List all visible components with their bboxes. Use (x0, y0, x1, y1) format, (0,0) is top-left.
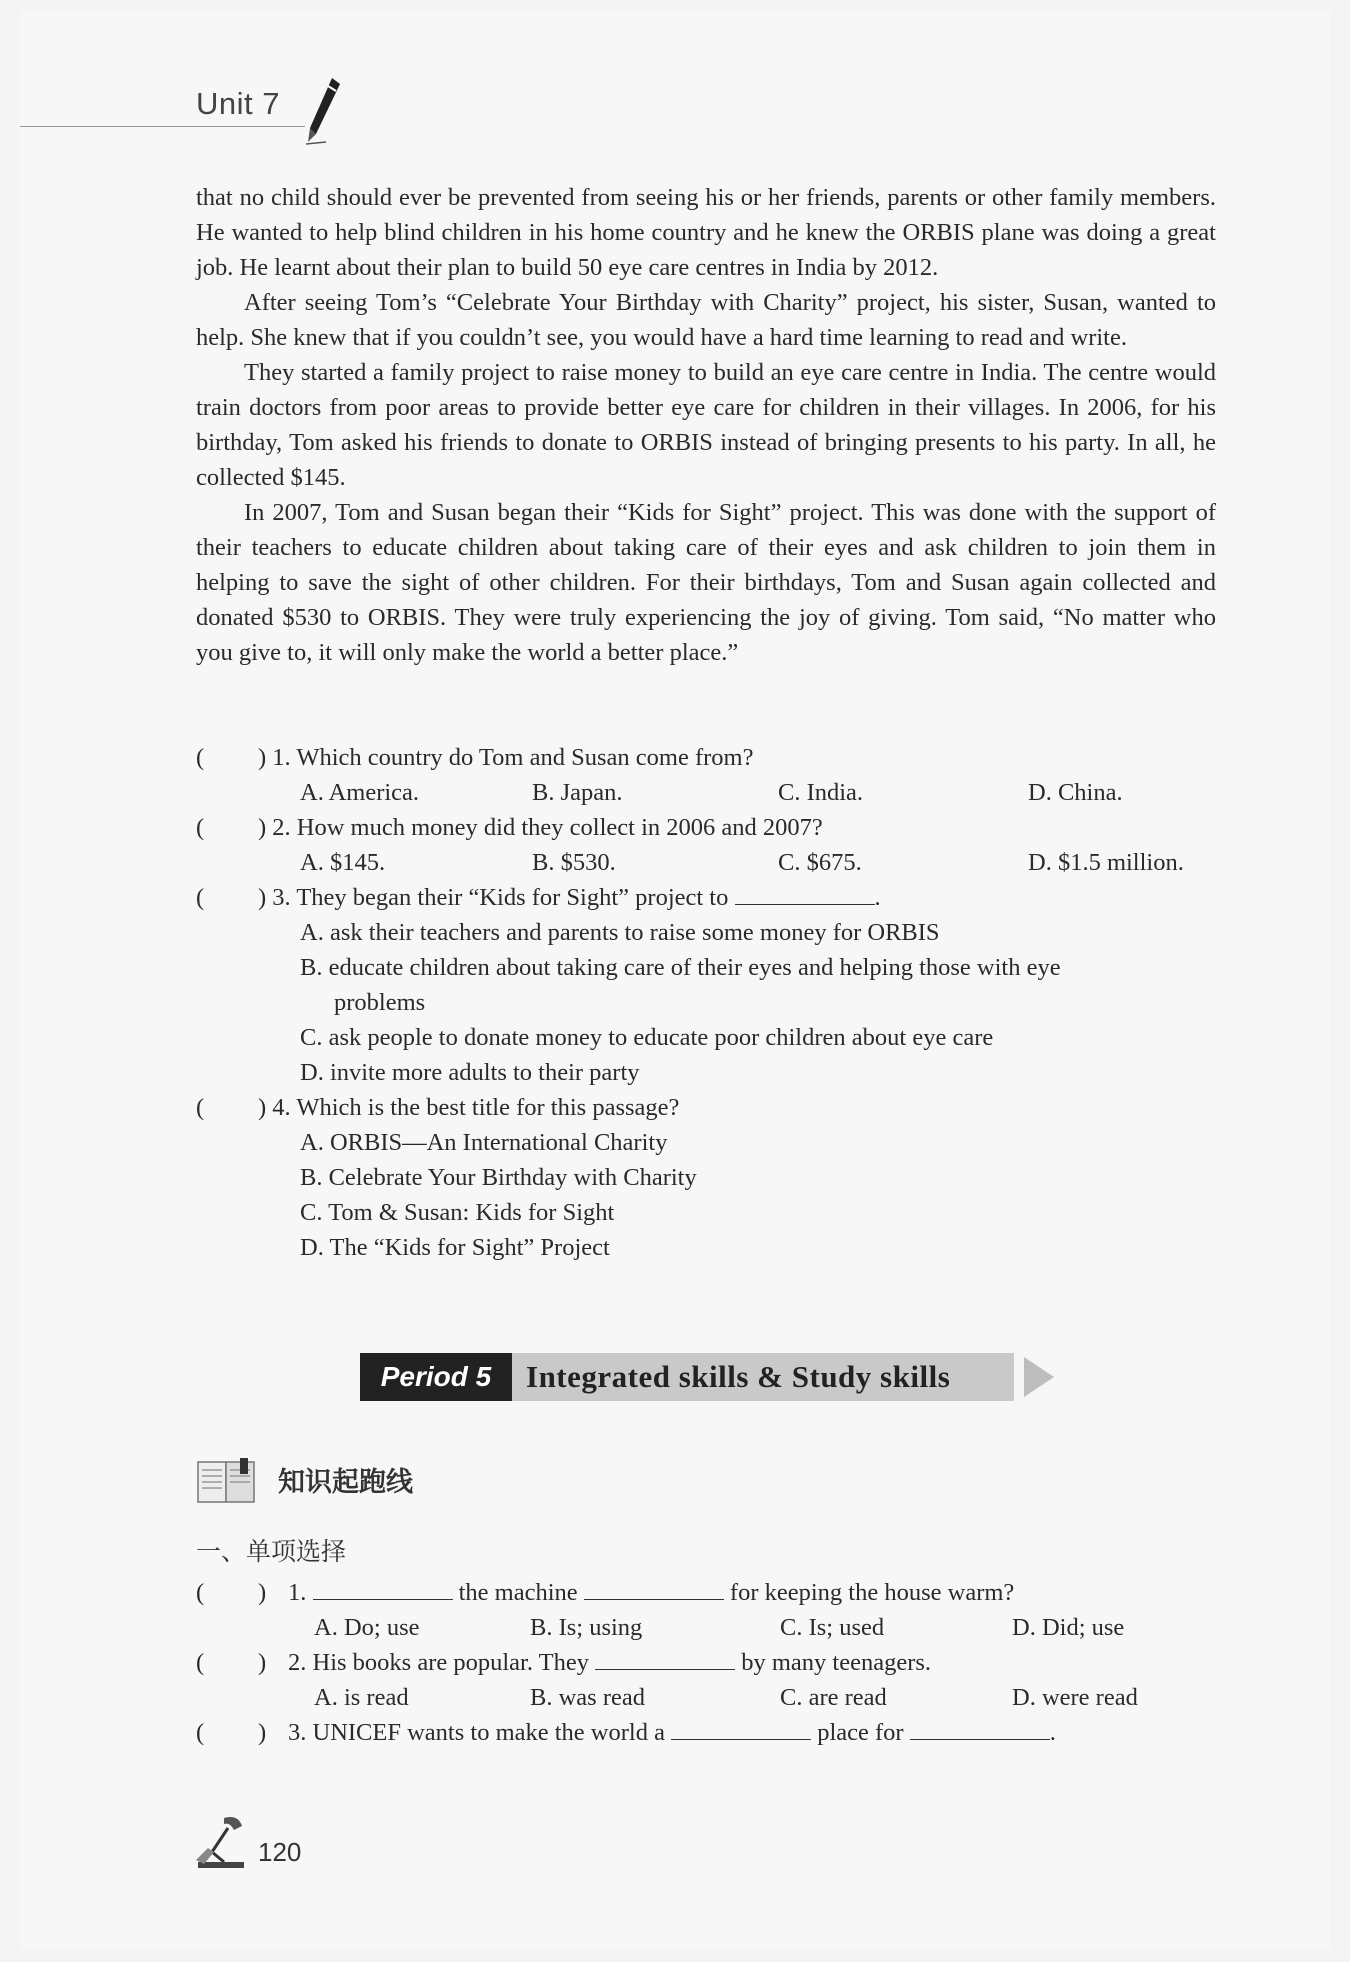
question-number: 1. (288, 1579, 307, 1606)
period-title: Integrated skills & Study skills (512, 1353, 1014, 1401)
unit-header (196, 86, 280, 122)
header-rule (20, 126, 305, 127)
option-line (196, 1230, 1216, 1265)
option[interactable]: C. are read (780, 1684, 887, 1711)
answer-paren[interactable]: ( (196, 884, 205, 911)
option-line (196, 1125, 1216, 1160)
answer-blank[interactable] (671, 1715, 811, 1740)
reading-passage (196, 180, 1216, 670)
mc-question-1: ( ) 1. the machine for keeping the house warm? (196, 1575, 1216, 1610)
arrow-right-icon (1024, 1357, 1054, 1397)
answer-paren[interactable]: ( (196, 1649, 205, 1676)
multiple-choice (196, 1575, 1216, 1750)
option[interactable]: D. invite more adults to their party (300, 1059, 640, 1086)
subsection-title: 一、单项选择 (196, 1537, 347, 1566)
question-text: place for (817, 1719, 904, 1746)
question-stem: ) 2. How much money did they collect in 2006 and 2007? (258, 814, 823, 841)
option[interactable]: B. Japan. (532, 779, 623, 806)
option[interactable]: B. Celebrate Your Birthday with Charity (300, 1164, 697, 1191)
desk-lamp-icon (194, 1812, 250, 1870)
unit-title: Unit 7 (196, 86, 280, 121)
book-icon (196, 1456, 258, 1506)
passage-paragraph: After seeing Tom’s “Celebrate Your Birthday with Charity” project, his sister, Susan, wanted to help. She knew that if you couldn’t see, you would have a hard time learning to read and write. (196, 289, 1216, 351)
answer-blank[interactable] (584, 1575, 724, 1600)
question-text: the machine (458, 1579, 578, 1606)
answer-paren[interactable]: ( (196, 744, 205, 771)
mc-question-2: ( ) 2. His books are popular. They by many teenagers. (196, 1645, 1216, 1680)
options-row (196, 845, 1216, 880)
option-line (196, 1020, 1216, 1055)
option[interactable]: C. ask people to donate money to educate poor children about eye care (300, 1024, 994, 1051)
option[interactable]: A. Do; use (314, 1614, 420, 1641)
question-text: UNICEF wants to make the world a (312, 1719, 665, 1746)
answer-blank[interactable] (595, 1645, 735, 1670)
option[interactable]: C. India. (778, 779, 864, 806)
option[interactable]: B. Is; using (530, 1614, 643, 1641)
option[interactable]: C. Is; used (780, 1614, 885, 1641)
passage-paragraph: that no child should ever be prevented from seeing his or her friends, parents or other family members. He wanted to help blind children in his home country and he knew the ORBIS plane was doing a great job. He learnt about their plan to build 50 eye care centres in India by 2012. (196, 184, 1216, 281)
pen-icon (302, 76, 344, 146)
option[interactable]: D. China. (1028, 779, 1123, 806)
section-title: 知识起跑线 (278, 1467, 413, 1498)
question-stem: ) 1. Which country do Tom and Susan come from? (258, 744, 754, 771)
period-banner (360, 1353, 1060, 1401)
option-continuation: problems (334, 989, 426, 1016)
option-line (196, 1055, 1216, 1090)
option-line (196, 950, 1216, 985)
options-row (196, 775, 1216, 810)
options-row (196, 1610, 1216, 1645)
option[interactable]: A. America. (300, 779, 420, 806)
option[interactable]: C. Tom & Susan: Kids for Sight (300, 1199, 615, 1226)
question-3: ( ) 3. They began their “Kids for Sight” project to . (196, 880, 1216, 915)
question-4 (196, 1090, 1216, 1125)
option[interactable]: B. was read (530, 1684, 645, 1711)
question-text: by many teenagers. (741, 1649, 932, 1676)
options-row (196, 1680, 1216, 1715)
option-line (196, 985, 1216, 1020)
option[interactable]: A. $145. (300, 849, 386, 876)
question-2 (196, 810, 1216, 845)
answer-paren[interactable]: ( (196, 1719, 205, 1746)
option[interactable]: A. ORBIS—An International Charity (300, 1129, 668, 1156)
mc-question-3: ( ) 3. UNICEF wants to make the world a place for . (196, 1715, 1216, 1750)
question-1 (196, 740, 1216, 775)
reading-questions (196, 740, 1216, 1265)
option[interactable]: D. $1.5 million. (1028, 849, 1184, 876)
question-stem: ) 3. They began their “Kids for Sight” project to (258, 884, 729, 911)
answer-blank[interactable] (735, 880, 875, 905)
option[interactable]: D. were read (1012, 1684, 1138, 1711)
option-line (196, 1160, 1216, 1195)
question-stem: ) 4. Which is the best title for this passage? (258, 1094, 680, 1121)
passage-paragraph: They started a family project to raise money to build an eye care centre in India. The centre would train doctors from poor areas to provide better eye care for children in their villages. In 2006, for his birthday, Tom asked his friends to donate to ORBIS instead of bringing presents to his party. In all, he collected $145. (196, 359, 1216, 491)
question-text: for keeping the house warm? (729, 1579, 1015, 1606)
answer-blank[interactable] (313, 1575, 453, 1600)
question-number: 3. (288, 1719, 307, 1746)
option[interactable]: D. The “Kids for Sight” Project (300, 1234, 610, 1261)
question-number: 2. (288, 1649, 307, 1676)
question-text: His books are popular. They (312, 1649, 589, 1676)
period-label: Period 5 (360, 1353, 512, 1401)
option[interactable]: A. ask their teachers and parents to raise some money for ORBIS (300, 919, 940, 946)
answer-blank[interactable] (910, 1715, 1050, 1740)
option[interactable]: B. $530. (532, 849, 616, 876)
option[interactable]: D. Did; use (1012, 1614, 1125, 1641)
option[interactable]: B. educate children about taking care of their eyes and helping those with eye (300, 954, 1061, 981)
answer-paren[interactable]: ( (196, 1094, 205, 1121)
option[interactable]: C. $675. (778, 849, 862, 876)
passage-paragraph: In 2007, Tom and Susan began their “Kids for Sight” project. This was done with the support of their teachers to educate children about taking care of their eyes and ask children to join them in helping to save the sight of other children. For their birthdays, Tom and Susan again collected and donated $530 to ORBIS. They were truly experiencing the joy of giving. Tom said, “No matter who you give to, it will only make the world a better place.” (196, 499, 1216, 666)
option-line (196, 1195, 1216, 1230)
answer-paren[interactable]: ( (196, 1579, 205, 1606)
answer-paren[interactable]: ( (196, 814, 205, 841)
option-line (196, 915, 1216, 950)
page-number: 120 (258, 1837, 302, 1867)
option[interactable]: A. is read (314, 1684, 409, 1711)
